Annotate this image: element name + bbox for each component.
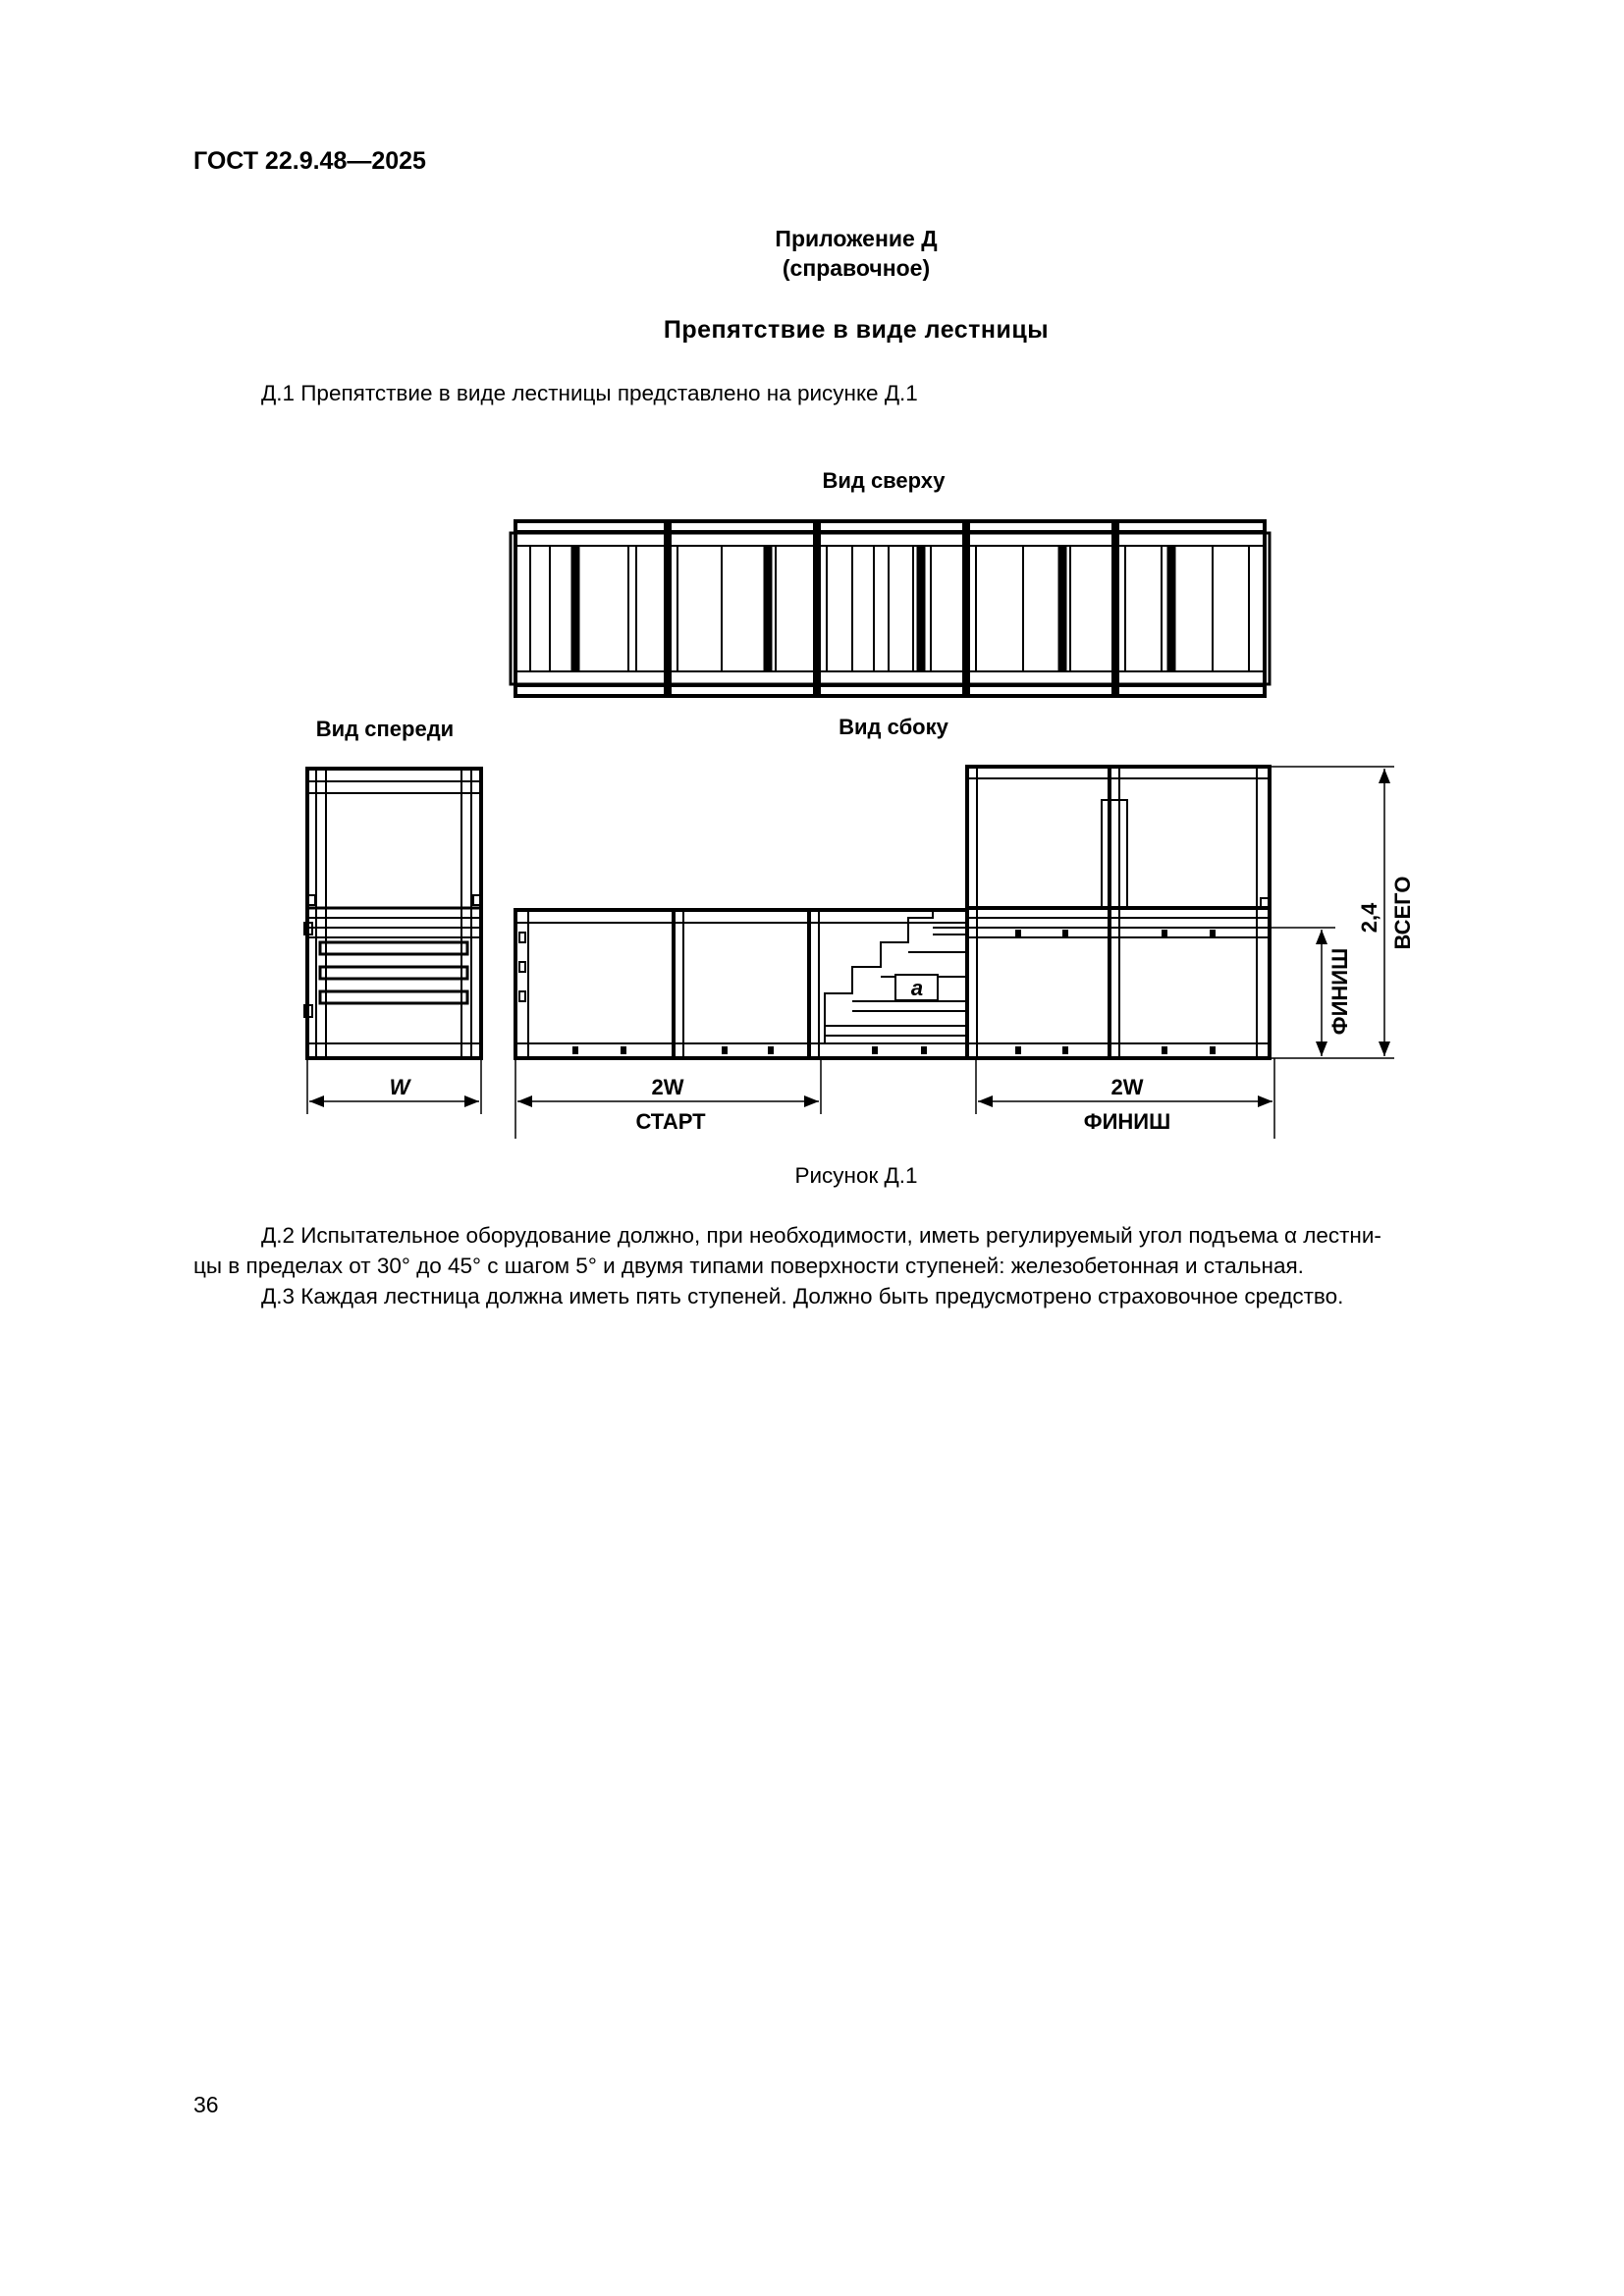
paragraph-d2: [193, 1220, 1514, 1281]
view-side-label: Вид сбоку: [839, 715, 948, 739]
dim-total-value: 2,4: [1357, 902, 1381, 934]
dim-w-label: W: [389, 1075, 410, 1099]
paragraph-d2-line1: Д.2 Испытательное оборудование должно, при необходимости, иметь регулируемый угол подъема α лестни-: [261, 1223, 1381, 1248]
annex-title: Приложение Д: [775, 226, 938, 251]
side-view-drawing: [515, 767, 1270, 1058]
finish-label: ФИНИШ: [1083, 1109, 1171, 1134]
paragraph-d2-line2: цы в пределах от 30° до 45° с шагом 5° и двумя типами поверхности ступеней: железобетонная и стальная.: [193, 1254, 1304, 1278]
top-view-drawing: [511, 521, 1270, 696]
dim-2w-start-label: [652, 1075, 684, 1099]
view-front-label: Вид спереди: [315, 717, 455, 741]
front-view-drawing: [304, 769, 481, 1058]
page-number: 36: [193, 2092, 219, 2117]
angle-label: a: [910, 976, 924, 1000]
dim-2w-start-value: 2W: [651, 1075, 684, 1099]
start-label: СТАРТ: [635, 1109, 706, 1134]
annex-subtitle: (справочное): [782, 255, 931, 281]
paragraph-d3: Д.3 Каждая лестница должна иметь пять ступеней. Должно быть предусмотрено страховочное средство.: [261, 1284, 1344, 1308]
view-top-label: Вид сверху: [822, 468, 946, 493]
section-title: Препятствие в виде лестницы: [663, 316, 1050, 344]
dim-finish-vertical-label: ФИНИШ: [1327, 947, 1352, 1036]
paragraph-d1: Д.1 Препятствие в виде лестницы представлено на рисунке Д.1: [261, 381, 918, 405]
figure-caption: Рисунок Д.1: [794, 1163, 918, 1188]
document-header: ГОСТ 22.9.48—2025: [193, 147, 426, 175]
dim-2w-finish-value: 2W: [1110, 1075, 1144, 1099]
dim-total-label: ВСЕГО: [1390, 876, 1415, 950]
